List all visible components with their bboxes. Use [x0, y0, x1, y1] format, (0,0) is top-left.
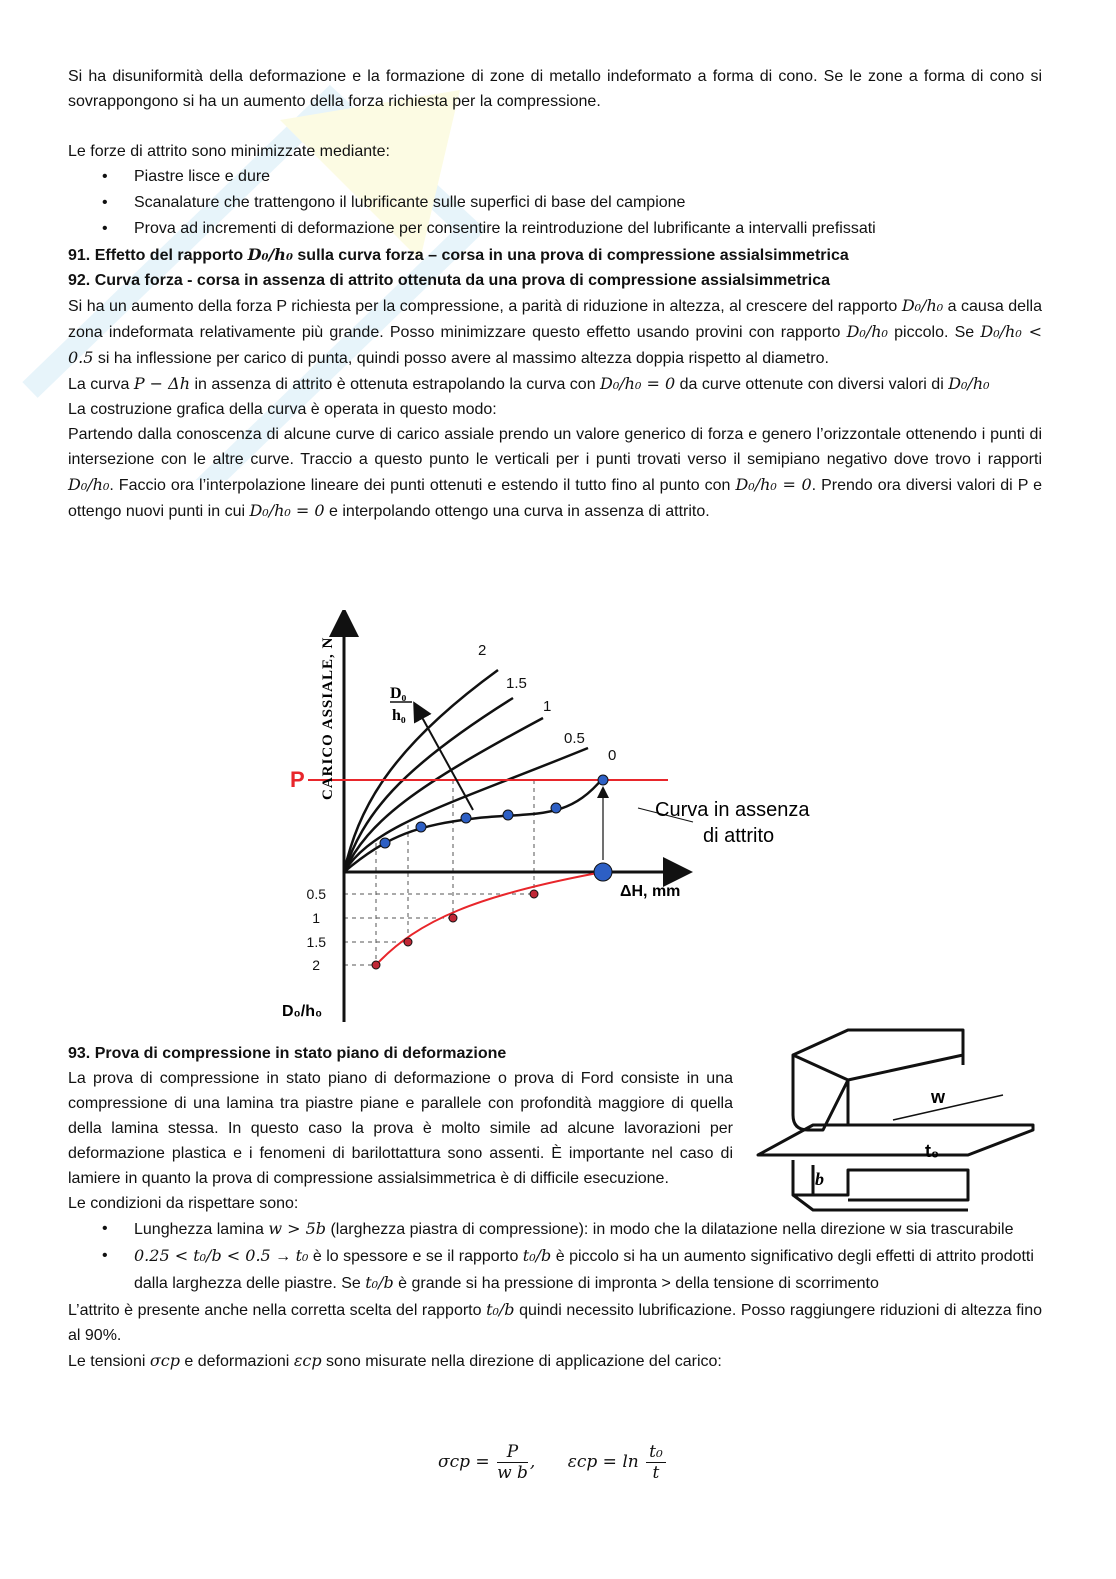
- x-axis-label: ΔH, mm: [620, 883, 681, 900]
- point-neg-1: [449, 914, 457, 922]
- epsilon-fraction: $\frac{\text{t₀}}{t}$: [646, 1442, 666, 1483]
- point-curve-0-05: [380, 838, 390, 848]
- point-p-zero-ratio: [598, 775, 608, 785]
- point-curve-0-25: [551, 803, 561, 813]
- neg-tick-2: 2: [312, 957, 320, 973]
- sigma-fraction: $\frac{P}{\text{w b}}$: [497, 1442, 528, 1483]
- ratio-arrow-label-top: D₀: [390, 685, 407, 702]
- curve-label-2: 2: [478, 642, 487, 659]
- load-stroke-diagram: [278, 610, 838, 1035]
- annotation-line-2: di attrito: [703, 825, 775, 847]
- sheet-and-lower-die: [758, 1125, 1033, 1210]
- section-91-title: 91. Effetto del rapporto D₀/h₀ sulla curva forza – corsa in una prova di compressione assialsimmetrica: [68, 245, 849, 264]
- epsilon-lhs: εcp = ln: [567, 1452, 639, 1472]
- list-item: • Scanalature che trattengono il lubrificante sulle superfici di base del campione: [68, 190, 1042, 216]
- friction-list: [68, 164, 1042, 242]
- t-label: t₀: [925, 1141, 940, 1161]
- curve-label-0-5: 0.5: [564, 730, 585, 747]
- conditions-list: [68, 1216, 1042, 1297]
- section-92-title: 92. Curva forza - corsa in assenza di attrito ottenuta da una prova di compressione assialsimmetrica: [68, 272, 831, 289]
- section-93-title: 93. Prova di compressione in stato piano di deformazione: [68, 1045, 507, 1062]
- point-curve-0-15: [461, 813, 471, 823]
- sigma-lhs: σcp =: [438, 1452, 490, 1472]
- section-92-paragraph-3: La costruzione grafica della curva è operata in questo modo:: [68, 401, 497, 418]
- section-93-paragraph-4: Le tensioni σcp e deformazioni εcp sono misurate nella direzione di applicazione del carico:: [68, 1351, 722, 1370]
- plane-strain-diagram: [753, 1025, 1038, 1220]
- point-x-axis-zero-ratio: [594, 863, 612, 881]
- neg-axis-label: D₀/h₀: [282, 1003, 323, 1020]
- intro-list-heading: Le forze di attrito sono minimizzate mediante:: [68, 143, 390, 160]
- point-curve-0-1: [416, 822, 426, 832]
- point-neg-0-5: [530, 890, 538, 898]
- annotation-line-1: Curva in assenza: [655, 799, 810, 821]
- curve-label-0: 0: [608, 747, 617, 764]
- w-label: w: [931, 1087, 946, 1107]
- section-92-paragraph-2: La curva P − Δh in assenza di attrito è ottenuta estrapolando la curva con D₀/h₀ = 0 da curve ottenute con diversi valori di D₀/h₀: [68, 374, 990, 393]
- upper-die: [793, 1030, 963, 1130]
- section-92-paragraph-1: Si ha un aumento della forza P richiesta per la compressione, a parità di riduzione in altezza, al crescere del rapporto D₀/h₀ a causa della zona indeformata relativamente più grande. Posso minimizzare questo effetto usando provini con rapporto D₀/h₀ piccolo. Se D₀/h₀ < 0.5 si ha inflessione per carico di punta, quindi posso avere al massimo altezza doppia rispetto al diametro.: [68, 296, 1043, 367]
- section-93-paragraph-1: La prova di compressione in stato piano di deformazione o prova di Ford consiste in una compressione di una lamina tra piastre piane e parallele con profondità maggiore di quella della lamina stessa. In questo caso la prova è molto simile ad alcune lavorazioni per deformazione plastica e i fenomeni di barilottattura sono assenti. È importante nel caso di lamiere in quanto la prova di compressione assialsimmetrica è di difficile esecuzione.: [68, 1070, 733, 1187]
- w-dimension: [893, 1095, 1003, 1120]
- list-item: • Prova ad incrementi di deformazione per consentire la reintroduzione del lubrificante a intervalli prefissati: [68, 216, 1042, 242]
- section-93-paragraph-3: L’attrito è presente anche nella corretta scelta del rapporto t₀/b quindi necessito lubrificazione. Posso raggiungere riduzioni di altezza fino al 90%.: [68, 1300, 1043, 1344]
- point-neg-1-5: [404, 938, 412, 946]
- neg-tick-1: 1: [312, 910, 320, 926]
- curve-2: [344, 670, 498, 872]
- conditions-heading: Le condizioni da rispettare sono:: [68, 1195, 299, 1212]
- neg-tick-0-5: 0.5: [306, 886, 326, 902]
- point-neg-2: [372, 961, 380, 969]
- intro-paragraph: Si ha disuniformità della deformazione e la formazione di zone di metallo indeformato a forma di cono. Se le zone a forma di cono si sovrappongono si ha un aumento della forza richiesta per la compressione.: [68, 68, 1042, 110]
- list-item: • 0.25 < t₀/b < 0.5 → t₀ è lo spessore e se il rapporto t₀/b è piccolo si ha un aumento significativo degli effetti di attrito prodotti dalla larghezza delle piastre. Se t₀/b è grande si ha pressione di impronta > della tensione di scorrimento: [68, 1243, 1042, 1297]
- neg-tick-1-5: 1.5: [306, 934, 326, 950]
- ratio-arrow-label-bot: h₀: [392, 707, 406, 724]
- stress-strain-formula: σcp = $\frac{P}{\text{w b}}$ , εcp = ln $\frac{\text{t₀}}{t}$: [438, 1442, 668, 1483]
- list-item: • Lunghezza lamina w > 5b (larghezza piastra di compressione): in modo che la dilatazione nella direzione w sia trascurabile: [68, 1216, 1042, 1243]
- curve-label-1: 1: [543, 698, 552, 715]
- list-item: • Piastre lisce e dure: [68, 164, 1042, 190]
- b-label: b: [815, 1169, 824, 1189]
- section-92-paragraph-4: Partendo dalla conoscenza di alcune curve di carico assiale prendo un valore generico di forza e genero l’orizzontale ottenendo i punti di intersezione con le altre curve. Traccio a questo punto le verticali per i punti trovati verso il semipiano negativo dove trovo i rapporti D₀/h₀. Faccio ora l’interpolazione lineare dei punti ottenuti e estendo il tutto fino al punto con D₀/h₀ = 0. Prendo ora diversi valori di P e ottengo nuovi punti in cui D₀/h₀ = 0 e interpolando ottengo una curva in assenza di attrito.: [68, 426, 1043, 520]
- point-curve-0-2: [503, 810, 513, 820]
- curve-label-1-5: 1.5: [506, 675, 527, 692]
- p-level-label: P: [290, 767, 305, 792]
- y-axis-label: CARICO ASSIALE, N: [320, 636, 336, 800]
